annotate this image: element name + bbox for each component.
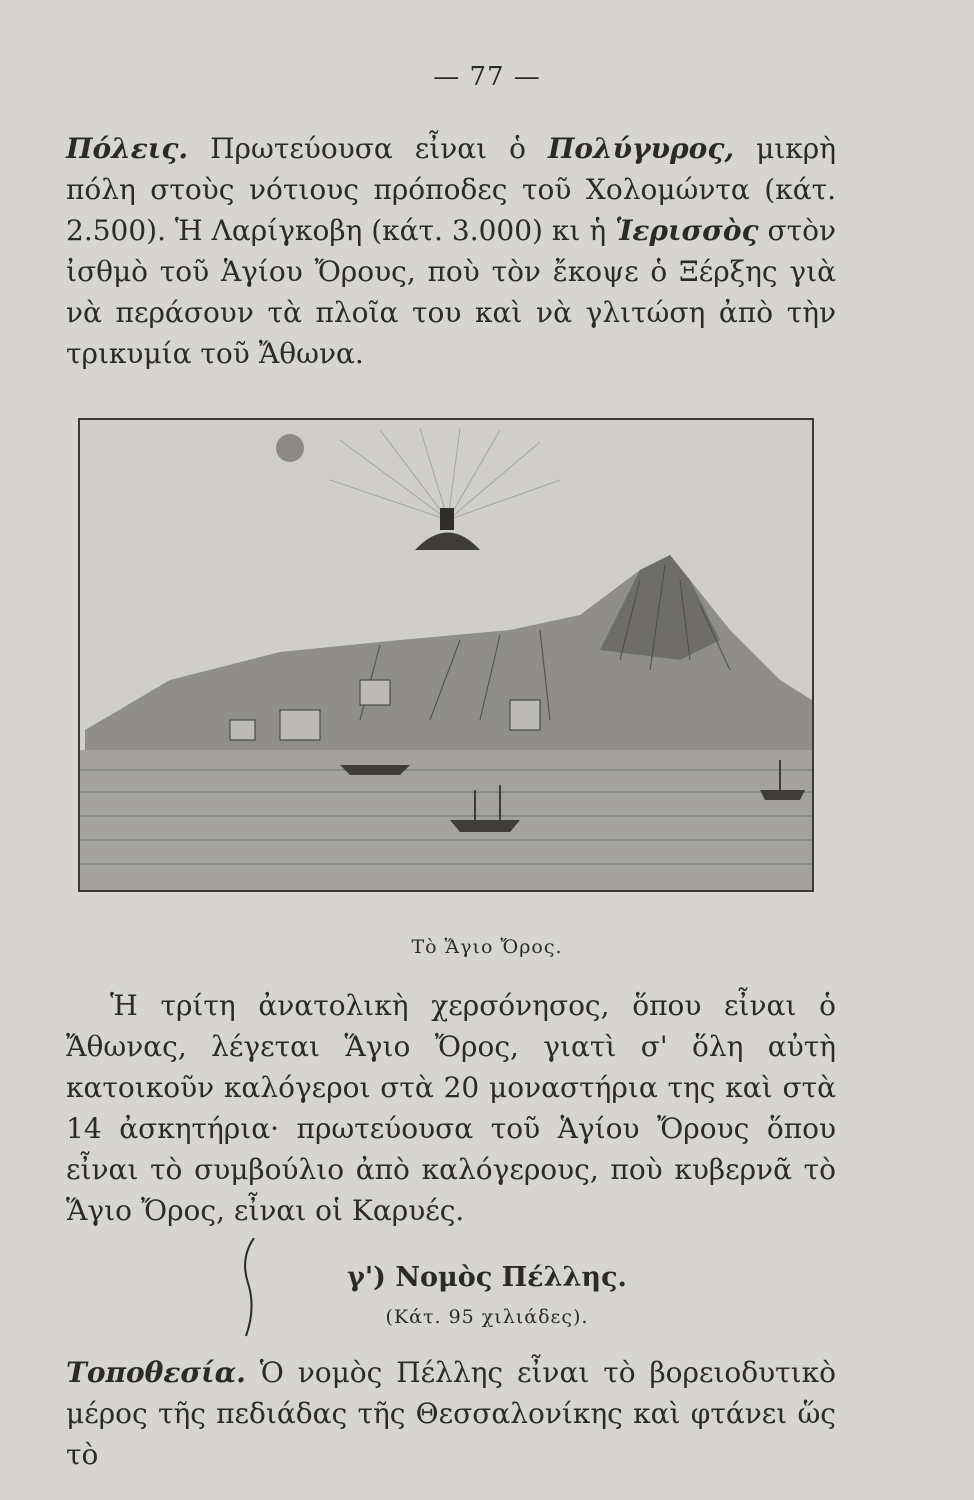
page-number: — 77 — (433, 62, 541, 92)
section-heading: γ') Νομὸς Πέλλης. (347, 1262, 627, 1293)
mount-athos-engraving (80, 420, 812, 890)
figure-caption: Τὸ Ἅγιο Ὄρος. (411, 936, 563, 958)
paragraph-text: μικρὴ πόλη στοὺς νότιους πρόποδες τοῦ Χολομώντα (κάτ. 2.500). Ἡ Λαρίγκοβη (κάτ. 3.000) κι ἡ (66, 132, 837, 247)
paragraph-poleis (66, 128, 836, 374)
paragraph-text: στὸν ἰσθμὸ τοῦ Ἁγίου Ὄρους, ποὺ τὸν ἔκοψε ὁ Ξέρξης γιὰ νὰ περάσουν τὰ πλοῖα του καὶ νὰ γλιτώση ἀπὸ τὴν τρικυμία τοῦ Ἄθωνα. (66, 214, 836, 370)
paragraph-text: Ὁ νομὸς Πέλλης εἶναι τὸ βορειοδυτικὸ μέρος τῆς πεδιάδας τῆς Θεσσαλονίκης καὶ φτάνει ὥς τὸ (66, 1356, 836, 1471)
section-subtitle: (Κάτ. 95 χιλιάδες). (385, 1306, 589, 1328)
paragraph-lead: Τοποθεσία. (66, 1356, 246, 1389)
paragraph-lead: Πόλεις. (66, 132, 189, 165)
paragraph-athos: Ἡ τρίτη ἀνατολικὴ χερσόνησος, ὅπου εἶναι ὁ Ἄθωνας, λέγεται Ἅγιο Ὄρος, γιατὶ σ' ὅλη αὐτὴ κατοικοῦν καλόγεροι στὰ 20 μοναστήρια της καὶ στὰ 14 ἀσκητήρια· πρωτεύουσα τοῦ Ἁγίου Ὄρους ὅπου εἶναι τὸ συμβούλιο ἀπὸ καλόγερους, ποὺ κυβερνᾶ τὸ Ἅγιο Ὄρος, εἶναι οἱ Καρυές. (66, 989, 836, 1227)
paragraph-topothesia (66, 1352, 836, 1475)
bold-term: Ἱερισσὸς (615, 214, 759, 247)
bold-term: Πολύγυρος, (547, 132, 735, 165)
paragraph-text: Πρωτεύουσα εἶναι ὁ (188, 132, 548, 165)
engraving-figure (78, 418, 814, 892)
